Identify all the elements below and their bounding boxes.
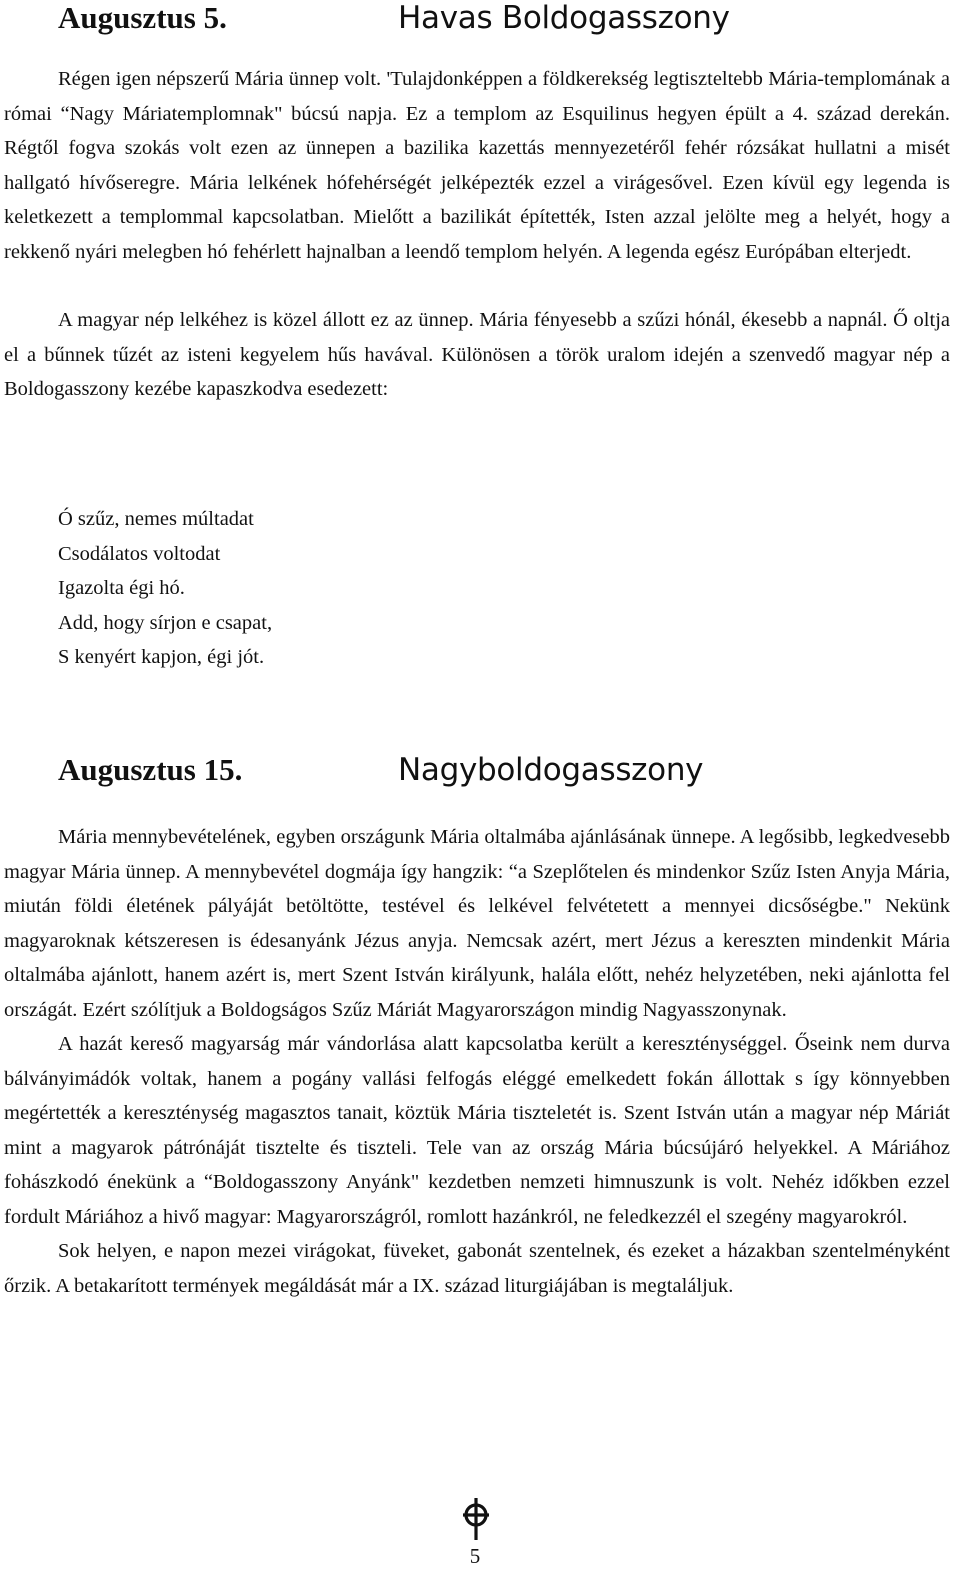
page-number: 5 — [469, 1544, 481, 1568]
paragraph: Sok helyen, e napon mezei virágokat, füveket, gabonát szentelnek, és ezeket a házakban szentelményként őrzik. A betakarított termények megáldását már a IX. század liturgiájában is megtaláljuk. — [4, 1240, 950, 1297]
paragraph: A magyar nép lelkéhez is közel állott ez az ünnep. Mária fényesebb a szűzi hónál, ékesebb a napnál. Ő oltja el a bűnnek tűzét az isteni kegyelem hűs havával. Különösen a török uralom idején a szenvedő magyar nép a Boldogasszony kezébe kapaszkodva esedezett: — [4, 309, 950, 400]
section-date: Augusztus 5. — [58, 0, 227, 35]
section-feast-title: Nagyboldogasszony — [398, 752, 704, 788]
section-body-nagyboldogasszony — [4, 820, 950, 1303]
paragraph: A hazát kereső magyarság már vándorlása alatt kapcsolatba került a kereszténységgel. Őseink nem durva bálványimádók voltak, hanem a pogány vallási felfogás eléggé emelkedett fokán állottak s így könnyebben megértették a kereszténység magasztos tanait, köztük Mária tiszteletét is. Szent István után a magyar nép Máriát mint a magyarok pátrónáját tisztelte és tiszteli. Tele van az ország Mária búcsújáró helyekkel. A Máriához fohászkodó énekünk a “Boldogasszony Anyánk" kezdetben nemzeti himnuszunk is volt. Nehéz időkben ezzel fordult Máriához a hivő magyar: Magyarországról, romlott hazánkról, ne feledkezzél el szegény magyarokról. — [4, 1033, 950, 1228]
poem-line: Add, hogy sírjon e csapat, — [58, 611, 273, 634]
section-heading-havas-boldogasszony — [58, 0, 730, 36]
poem-line: Igazolta égi hó. — [58, 577, 185, 599]
cross-in-circle-icon — [461, 1498, 491, 1540]
paragraph: Mária mennybevételének, egyben országunk Mária oltalmába ajánlásának ünnepe. A legősibb, legkedvesebb magyar Mária ünnep. A mennybevétel dogmája így hangzik: “a Szeplőtelen és mindenkor Szűz Isten Anyja Mária, miután földi életének pályáját betöltötte, testével és lelkével felvétetett a mennyei dicsőségbe." Nekünk magyaroknak kétszeresen is édesanyánk Jézus anyja. Nemcsak azért, mert Jézus a kereszten mindenkit Mária oltalmába ajánlott, hanem azért is, mert Szent István királyunk, halála előtt, nehéz helyzetében, neki ajánlotta fel országát. Ezért szólítjuk a Boldogságos Szűz Máriát Magyarországon mindig Nagyasszonynak. — [4, 826, 950, 1021]
section-date: Augusztus 15. — [58, 752, 243, 787]
poem-line: Csodálatos voltodat — [58, 542, 221, 565]
section-body-havas-boldogasszony — [4, 62, 950, 407]
poem-verse — [58, 502, 272, 675]
poem-line: S kenyért kapjon, égi jót. — [58, 646, 265, 668]
section-feast-title: Havas Boldogasszony — [398, 0, 730, 36]
section-heading-nagyboldogasszony — [58, 752, 703, 788]
poem-line: Ó szűz, nemes múltadat — [58, 508, 254, 530]
paragraph: Régen igen népszerű Mária ünnep volt. 'Tulajdonképpen a földkerekség legtiszteltebb Mária-templomának a római “Nagy Máriatemplomnak" búcsú napja. Ez a templom az Esquilinus hegyen épült a 4. század derekán. Régtől fogva szokás volt ezen az ünnepen a bazilika kazettás mennyezetéről fehér rózsákat hullatni a misét hallgató hívőseregre. Mária lelkének hófehérségét jelképezték ezzel a virágesővel. Ezen kívül egy legenda is keletkezett a templommal kapcsolatban. Mielőtt a bazilikát építették, Isten azzal jelölte meg a helyét, hogy a rekkenő nyári melegben hó fehérlett hajnalban a leendő templom helyén. A legenda egész Európában elterjedt. — [4, 68, 950, 263]
